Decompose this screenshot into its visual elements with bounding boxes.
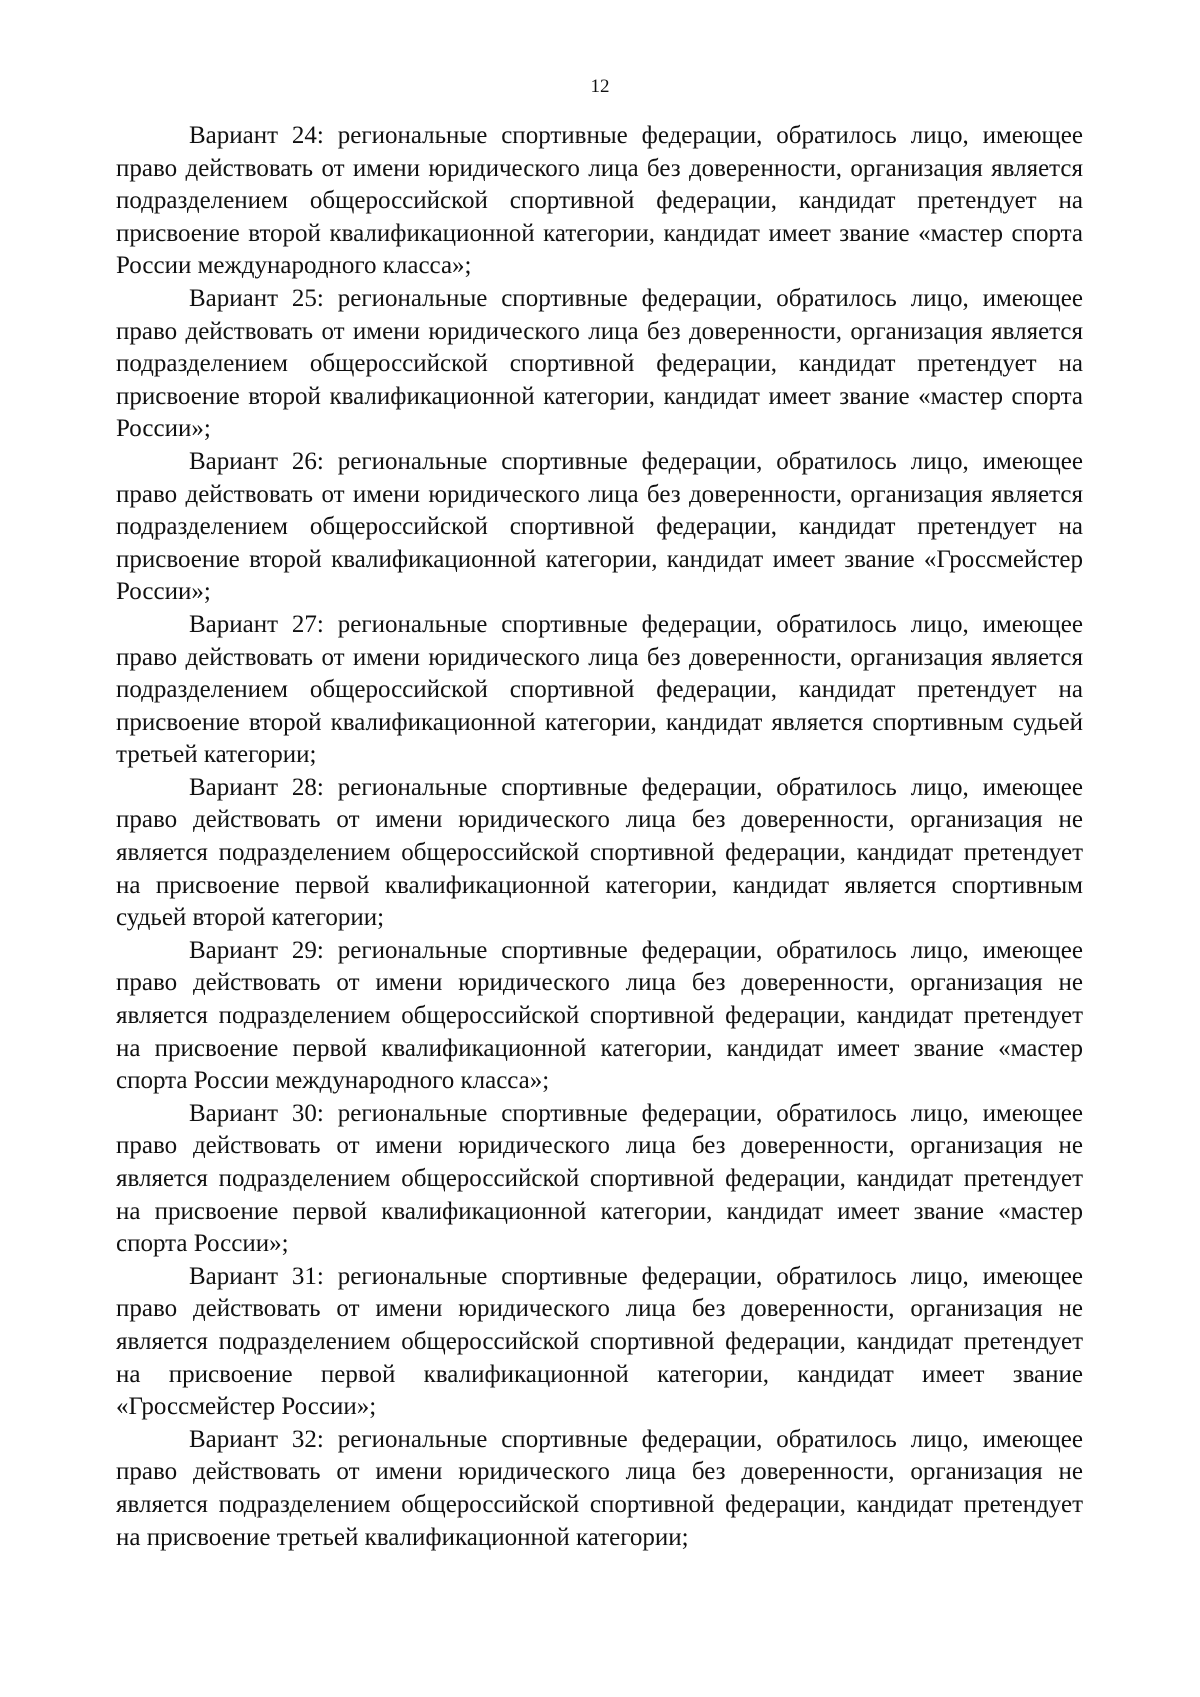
- variant-25-paragraph: Вариант 25: региональные спортивные федерации, обратилось лицо, имеющее право действовать от имени юридического лица без доверенности, организация является подразделением общероссийской спортивной федерации, кандидат претендует на присвоение второй квалификационной категории, кандидат имеет звание «мастер спорта России»;: [116, 284, 1083, 443]
- document-body: [116, 120, 1083, 1554]
- variant-27-paragraph: Вариант 27: региональные спортивные федерации, обратилось лицо, имеющее право действовать от имени юридического лица без доверенности, организация является подразделением общероссийской спортивной федерации, кандидат претендует на присвоение второй квалификационной категории, кандидат является спортивным судьей третьей категории;: [116, 610, 1083, 769]
- variant-31-paragraph: Вариант 31: региональные спортивные федерации, обратилось лицо, имеющее право действовать от имени юридического лица без доверенности, организация не является подразделением общероссийской спортивной федерации, кандидат претендует на присвоение первой квалификационной категории, кандидат имеет звание «Гроссмейстер России»;: [116, 1262, 1083, 1421]
- variant-28-paragraph: Вариант 28: региональные спортивные федерации, обратилось лицо, имеющее право действовать от имени юридического лица без доверенности, организация не является подразделением общероссийской спортивной федерации, кандидат претендует на присвоение первой квалификационной категории, кандидат является спортивным судьей второй категории;: [116, 773, 1083, 932]
- variant-30-paragraph: Вариант 30: региональные спортивные федерации, обратилось лицо, имеющее право действовать от имени юридического лица без доверенности, организация не является подразделением общероссийской спортивной федерации, кандидат претендует на присвоение первой квалификационной категории, кандидат имеет звание «мастер спорта России»;: [116, 1099, 1083, 1258]
- variant-24-paragraph: Вариант 24: региональные спортивные федерации, обратилось лицо, имеющее право действовать от имени юридического лица без доверенности, организация является подразделением общероссийской спортивной федерации, кандидат претендует на присвоение второй квалификационной категории, кандидат имеет звание «мастер спорта России международного класса»;: [116, 122, 1083, 280]
- page-number: 12: [590, 76, 610, 97]
- variant-29-paragraph: Вариант 29: региональные спортивные федерации, обратилось лицо, имеющее право действовать от имени юридического лица без доверенности, организация не является подразделением общероссийской спортивной федерации, кандидат претендует на присвоение первой квалификационной категории, кандидат имеет звание «мастер спорта России международного класса»;: [116, 936, 1083, 1095]
- variant-32-paragraph: Вариант 32: региональные спортивные федерации, обратилось лицо, имеющее право действовать от имени юридического лица без доверенности, организация не является подразделением общероссийской спортивной федерации, кандидат претендует на присвоение третьей квалификационной категории;: [116, 1425, 1083, 1551]
- variant-26-paragraph: Вариант 26: региональные спортивные федерации, обратилось лицо, имеющее право действовать от имени юридического лица без доверенности, организация является подразделением общероссийской спортивной федерации, кандидат претендует на присвоение второй квалификационной категории, кандидат имеет звание «Гроссмейстер России»;: [116, 447, 1083, 606]
